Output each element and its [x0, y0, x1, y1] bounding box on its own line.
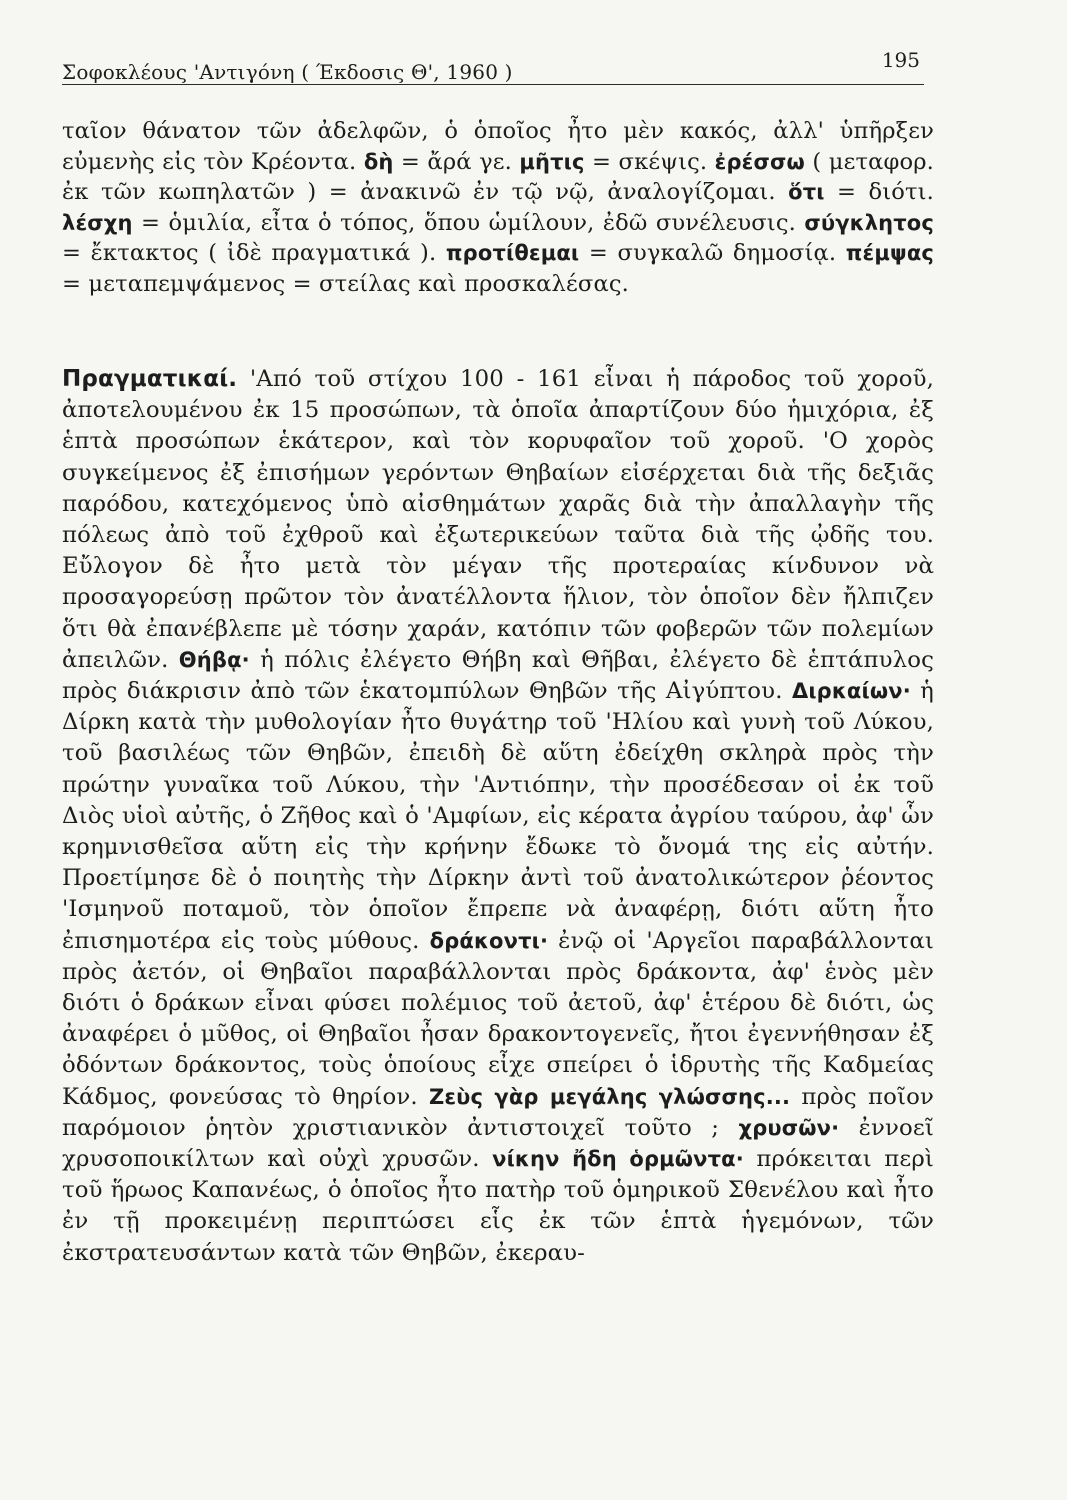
- glossary-definition: = μεταπεμψάμενος = στείλας καὶ προσκαλέσας.: [62, 270, 629, 297]
- note-text: ἡ πόλις ἐλέγετο Θήβη καὶ Θῆβαι, ἐλέγετο δὲ ἑπτάπυλος πρὸς διάκρισιν ἀπὸ τῶν ἑκατομπύλων Θηβῶν τῆς Αἰγύπτου.: [62, 646, 934, 705]
- glossary-definition: = ὁμιλία, εἶτα ὁ τόπος, ὅπου ὡμίλουν, ἐδῶ συνέλευσις.: [132, 209, 805, 236]
- note-text: πρόκειται περὶ τοῦ ἥρωος Καπανέως, ὁ ὁποῖος ἦτο πατὴρ τοῦ ὁμηρικοῦ Σθενέλου καὶ ἦτο ἐν τῇ προκειμένῃ περιπτώσει εἷς ἐκ τῶν ἑπτὰ ἡγεμόνων, τῶν ἐκστρατευσάντων κατὰ τῶν Θηβῶν, ἐκεραυ-: [62, 1146, 935, 1266]
- glossary-definition: = σκέψις.: [584, 148, 715, 175]
- page-number: 195: [881, 48, 920, 72]
- note-text: ἐννοεῖ χρυσοποικίλτων καὶ οὐχὶ χρυσῶν.: [62, 1114, 934, 1173]
- glossary-term: δὴ: [363, 149, 394, 174]
- note-term: Διρκαίων·: [791, 679, 911, 704]
- note-term: νίκην ἤδη ὁρμῶντα·: [492, 1147, 744, 1172]
- running-title: Σοφοκλέους 'Αντιγόνη ( Έκδοσις Θ', 1960 ): [62, 60, 513, 84]
- glossary-term: πέμψας: [845, 241, 934, 266]
- section-heading: Πραγματικαί.: [62, 366, 238, 392]
- note-term: χρυσῶν·: [738, 1115, 840, 1140]
- note-text: 'Από τοῦ στίχου 100 - 161 εἶναι ἡ πάροδος τοῦ χοροῦ, ἀποτελουμένου ἐκ 15 προσώπων, τὰ ὁποῖα ἀπαρτίζουν δύο ἡμιχόρια, ἐξ ἑπτὰ προσώπων ἑκάτερον, καὶ τὸν κορυφαῖον τοῦ χοροῦ. 'Ο χορὸς συγκείμενος ἐξ ἐπισήμων γερόντων Θηβαίων εἰσέρχεται διὰ τῆς δεξιᾶς παρόδου, κατεχόμενος ὑπὸ αἰσθημάτων χαρᾶς διὰ τὴν ἀπαλλαγὴν τῆς πόλεως ἀπὸ τοῦ ἐχθροῦ καὶ ἐξωτερικεύων ταῦτα διὰ τῆς ᾠδῆς του. Εὔλογον δὲ ἦτο μετὰ τὸν μέγαν τῆς προτεραίας κίνδυνον νὰ προσαγορεύσῃ πρῶτον τὸν ἀνατέλλοντα ἥλιον, τὸν ὁποῖον δὲν ἤλπιζεν ὅτι θὰ ἐπανέβλεπε μὲ τόσην χαράν, κατόπιν τῶν φοβερῶν τῶν πολεμίων ἀπειλῶν.: [62, 366, 934, 673]
- note-term: Ζεὺς γὰρ μεγάλης γλώσσης...: [428, 1084, 791, 1109]
- glossary-definition: = ἔκτακτος ( ἰδὲ πραγματικά ).: [62, 240, 446, 267]
- glossary-term: προτίθεμαι: [445, 241, 580, 266]
- note-text: ἐνῷ οἱ 'Αργεῖοι παραβάλλονται πρὸς ἀετόν, οἱ Θηβαῖοι παραβάλλονται πρὸς δράκοντα, ἀφ' ἑνὸς μὲν διότι ὁ δράκων εἶναι φύσει πολέμιος τοῦ ἀετοῦ, ἀφ' ἑτέρου δὲ διότι, ὡς ἀναφέρει ὁ μῦθος, οἱ Θηβαῖοι ἦσαν δρακοντογενεῖς, ἤτοι ἐγεννήθησαν ἐξ ὀδόντων δράκοντος, τοὺς ὁποίους εἶχε σπείρει ὁ ἱδρυτὴς τῆς Καδμείας Κάδμος, φονεύσας τὸ θηρίον.: [62, 927, 934, 1110]
- glossary-definition: = διότι.: [824, 179, 934, 206]
- glossary-term: μῆτις: [519, 149, 585, 174]
- glossary-term: σύγκλητος: [804, 210, 934, 235]
- glossary-paragraph: [62, 116, 934, 300]
- note-term: δράκοντι·: [429, 928, 549, 953]
- running-head: [62, 44, 924, 85]
- note-term: Θήβᾳ·: [178, 647, 250, 672]
- glossary-term: ὅτι: [788, 180, 825, 205]
- glossary-term: λέσχη: [62, 210, 133, 235]
- note-text: ἡ Δίρκη κατὰ τὴν μυθολογίαν ἦτο θυγάτηρ τοῦ 'Ηλίου καὶ γυνὴ τοῦ Λύκου, τοῦ βασιλέως τῶν Θηβῶν, ἐπειδὴ δὲ αὕτη ἐδείχθη σκληρὰ πρὸς τὴν πρώτην γυναῖκα τοῦ Λύκου, τὴν 'Αντιόπην, τὴν προσέδεσαν οἱ ἐκ τοῦ Διὸς υἱοὶ αὐτῆς, ὁ Ζῆθος καὶ ὁ 'Αμφίων, εἰς κέρατα ἀγρίου ταύρου, ἀφ' ὧν κρημνισθεῖσα αὕτη εἰς τὴν κρήνην ἔδωκε τὸ ὄνομά της εἰς αὐτήν. Προετίμησε δὲ ὁ ποιητὴς τὴν Δίρκην ἀντὶ τοῦ ἀνατολικώτερον ῥέοντος 'Ισμηνοῦ ποταμοῦ, τὸν ὁποῖον ἔπρεπε νὰ ἀναφέρῃ, διότι αὕτη ἦτο ἐπισημοτέρα εἰς τοὺς μύθους.: [62, 678, 934, 954]
- glossary-definition: ( μεταφορ. ἐκ τῶν κωπηλατῶν ) = ἀνακινῶ ἐν τῷ νῷ, ἀναλογίζομαι.: [62, 148, 934, 206]
- glossary-definition: = ἄρά γε.: [393, 148, 520, 175]
- glossary-definition: = συγκαλῶ δημοσίᾳ.: [579, 240, 846, 267]
- notes-paragraph: [62, 364, 934, 1269]
- glossary-term: ἐρέσσω: [714, 149, 805, 174]
- note-text: πρὸς ποῖον παρόμοιον ῥητὸν χριστιανικὸν ἀντιστοιχεῖ τοῦτο ;: [62, 1083, 934, 1141]
- glossary-intro: ταῖον θάνατον τῶν ἀδελφῶν, ὁ ὁποῖος ἦτο μὲν κακός, ἀλλ' ὑπῆρξεν εὐμενὴς εἰς τὸν Κρέοντα.: [62, 118, 934, 175]
